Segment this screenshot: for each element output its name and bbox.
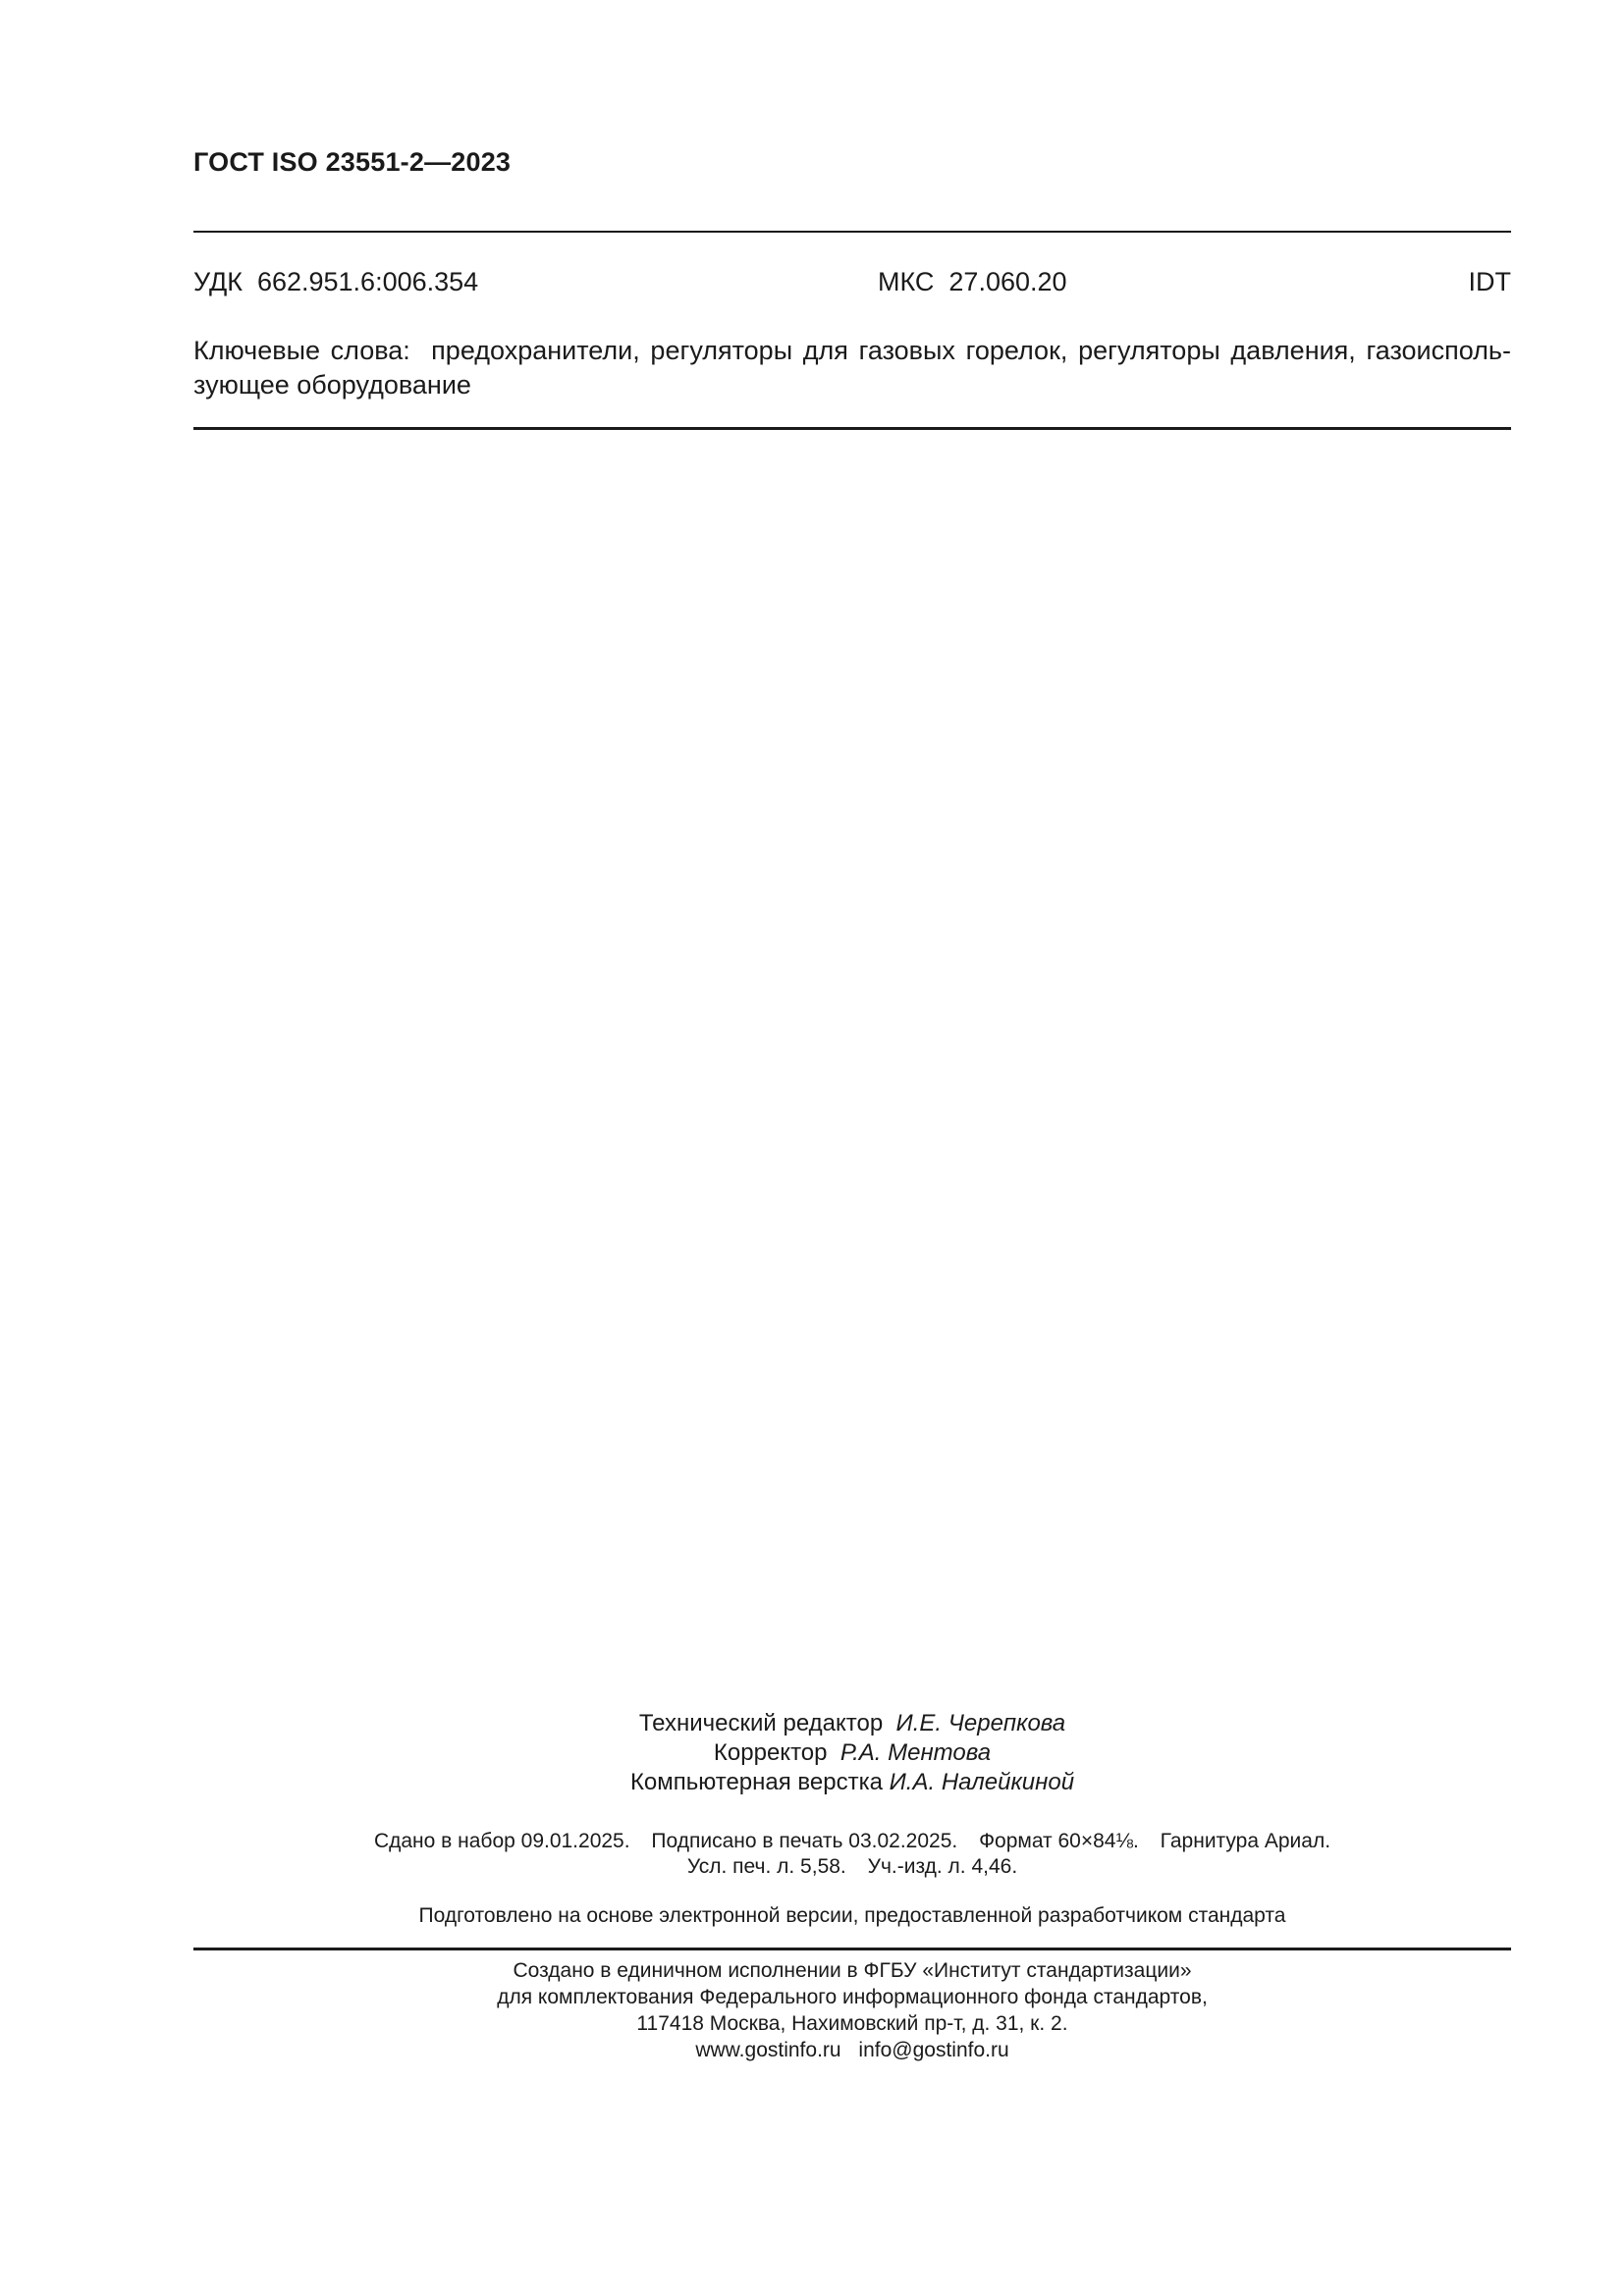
print-info-line-2 xyxy=(193,1854,1511,1880)
mks-code: МКС 27.060.20 xyxy=(878,267,1067,296)
publisher-block xyxy=(193,1957,1511,2063)
print-info-line-1 xyxy=(193,1829,1511,1854)
keywords-line-2: зующее оборудование xyxy=(193,370,471,400)
classification-codes-row xyxy=(193,267,1511,300)
corrector-label: Корректор xyxy=(713,1739,828,1766)
tech-editor-line xyxy=(193,1709,1511,1738)
typeface: Гарнитура Ариал. xyxy=(1160,1830,1331,1852)
layout-line xyxy=(193,1768,1511,1797)
publisher-contacts xyxy=(193,2037,1511,2063)
layout-name: И.А. Налейкиной xyxy=(889,1769,1075,1795)
credits-block xyxy=(193,1709,1511,1797)
print-info-block xyxy=(193,1829,1511,1880)
paper-format: Формат 60×84⅛. xyxy=(979,1830,1139,1852)
email-link[interactable]: info@gostinfo.ru xyxy=(858,2039,1009,2061)
tech-editor-label: Технический редактор xyxy=(638,1710,884,1736)
idt-code: IDT xyxy=(1468,267,1511,296)
print-sheets: Усл. печ. л. 5,58. xyxy=(686,1855,846,1878)
document-code: ГОСТ ISO 23551-2—2023 xyxy=(193,147,512,177)
signed-date: Подписано в печать 03.02.2025. xyxy=(651,1830,958,1852)
corrector-name: Р.А. Ментова xyxy=(839,1739,992,1766)
submitted-date: Сдано в набор 09.01.2025. xyxy=(373,1830,630,1852)
tech-editor-name: И.Е. Черепкова xyxy=(895,1710,1066,1736)
corrector-line xyxy=(193,1738,1511,1768)
top-divider xyxy=(193,231,1511,233)
prepared-note: Подготовлено на основе электронной версии, предоставленной разработчиком стандарта xyxy=(418,1904,1286,1927)
udk-code: УДК 662.951.6:006.354 xyxy=(193,267,479,296)
layout-label: Компьютерная верстка xyxy=(629,1769,883,1795)
publisher-line-1: Создано в единичном исполнении в ФГБУ «Институт стандартизации» xyxy=(513,1959,1192,1982)
keywords-block xyxy=(193,334,1511,402)
keywords-divider xyxy=(193,427,1511,430)
publisher-address: 117418 Москва, Нахимовский пр-т, д. 31, к. 2. xyxy=(636,2012,1068,2035)
publication-sheets: Уч.-изд. л. 4,46. xyxy=(867,1855,1018,1878)
footer-divider xyxy=(193,1948,1511,1950)
website-link[interactable]: www.gostinfo.ru xyxy=(695,2039,841,2061)
publisher-line-2: для комплектования Федерального информационного фонда стандартов, xyxy=(497,1986,1208,2008)
keywords-line-1: Ключевые слова: предохранители, регуляторы для газовых горелок, регуляторы давления, газоисполь- xyxy=(193,336,1511,365)
